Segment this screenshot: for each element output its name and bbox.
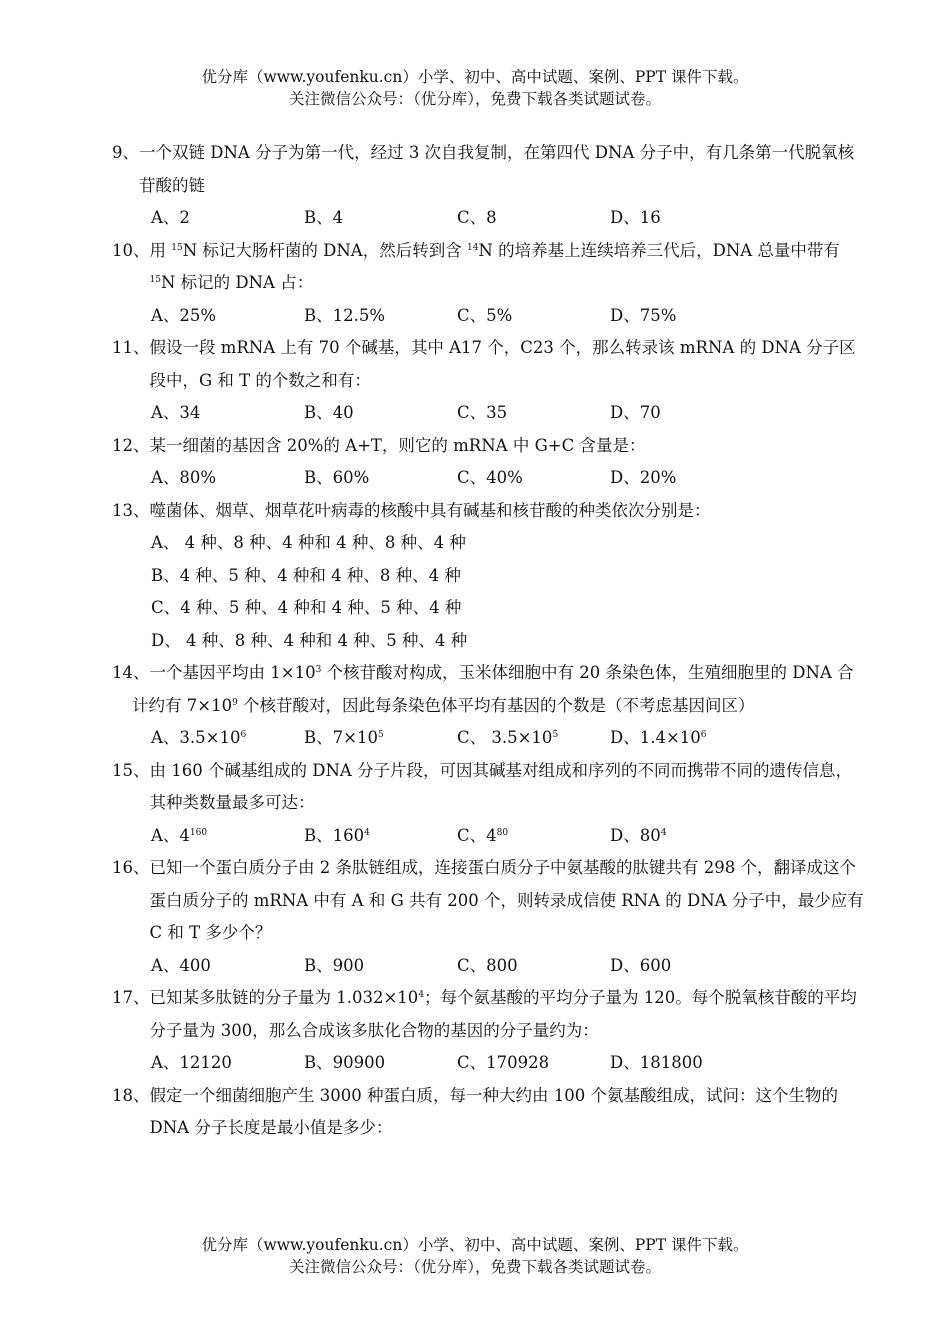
option-c: C、8 [457,208,497,227]
question-number: 16、 [112,858,150,877]
option-c: C、4 种、5 种、4 种和 4 种、5 种、4 种 [151,598,462,617]
option-c: C、800 [457,955,518,975]
question-number: 9、 [112,143,139,162]
page-header [0,66,950,110]
option-b: B、60% [304,468,370,487]
option-d: D、 4 种、8 种、4 种和 4 种、5 种、4 种 [151,630,468,650]
option-d: D、20% [610,468,677,487]
question-16-options [112,950,864,983]
question-text: 噬菌体、烟草、烟草花叶病毒的核酸中具有碱基和核苷酸的种类依次分别是： [149,500,711,520]
option-a: A、400 [151,955,211,975]
question-text: 已知某多肽链的分子量为 $1.032\times 10^4$；每个氨基酸的平均分子量为 120。每个脱氧核苷酸的平均分子量为 300，那么合成该多肽化合物的基因的分子量约为： [149,988,857,1040]
question-number: 15、 [112,760,150,780]
question-17-options [112,1047,864,1080]
question-list [112,137,864,1145]
option-d: D、$80^4$ [610,825,667,845]
option-b: B、$7\times 10^5$ [304,728,384,747]
question-18 [112,1080,864,1145]
option-c: C、170928 [457,1053,550,1072]
superscript: 3 [315,665,322,675]
option-b: B、12.5% [304,305,386,325]
question-9 [112,137,864,202]
question-text: 由 160 个碱基组成的 DNA 分子片段，可因其碱基对组成和序列的不同而携带不同的遗传信息，其种类数量最多可达： [149,760,853,812]
option-b: B、4 [304,208,344,227]
question-text: 一个双链 DNA 分子为第一代，经过 3 次自我复制，在第四代 DNA 分子中，有几条第一代脱氧核苷酸的链 [139,143,855,195]
question-text: 用 $^{15}$N 标记大肠杆菌的 DNA，然后转到含 $^{14}$N 的培养基上连续培养三代后，DNA 总量中带有 $^{15}$N 标记的 DNA 占： [149,240,840,292]
question-14 [112,657,864,722]
question-11-options [112,397,864,430]
footer-line-1: 优分库（www.youfenku.cn）小学、初中、高中试题、案例、PPT 课件下载。 [201,1236,749,1254]
option-b: B、$160^4$ [304,825,370,845]
header-line-1: 优分库（www.youfenku.cn）小学、初中、高中试题、案例、PPT 课件下载。 [201,68,749,86]
question-number: 10、 [112,240,150,260]
option-b: B、4 种、5 种、4 种和 4 种、8 种、4 种 [151,565,461,585]
question-text: 假设一段 mRNA 上有 70 个碱基，其中 A17 个，C23 个，那么转录该 mRNA 的 DNA 分子区段中，G 和 T 的个数之和有： [149,338,856,390]
question-13 [112,495,864,528]
question-14-options [112,722,864,755]
option-d: D、$1.4\times 10^6$ [610,728,707,747]
option-b: B、90900 [304,1053,386,1072]
question-16 [112,852,864,950]
superscript: 9 [232,697,238,708]
option-a: A、 4 种、8 种、4 种和 4 种、8 种、4 种 [151,533,466,552]
superscript: 4 [418,990,425,1000]
option-d: D、16 [610,208,661,227]
question-text: 一个基因平均由 $1\times 10^3$ 个核苷酸对构成，玉米体细胞中有 20 条染色体，生殖细胞里的 DNA 合计约有 $7\times 10^9$ 个核苷酸对，因此每条染色体平均有基因的个数是（不考虑基因间区） [132,663,854,715]
question-number: 14、 [112,663,150,682]
question-number: 18、 [112,1085,150,1105]
question-15-options [112,820,864,853]
question-10 [112,235,864,300]
question-9-options [112,202,864,235]
option-d: D、70 [610,403,661,422]
option-a: A、80% [151,468,217,487]
option-c: C、$4^{80}$ [457,825,509,845]
option-a: A、$4^{160}$ [151,825,208,845]
question-number: 17、 [112,988,150,1007]
option-d: D、600 [610,955,672,975]
option-b: B、900 [304,955,365,975]
option-a: A、$3.5\times 10^6$ [151,728,247,747]
header-line-2: 关注微信公众号：（优分库），免费下载各类试题试卷。 [288,90,661,108]
option-c: C、5% [457,305,513,325]
superscript: 14 [466,242,479,253]
question-number: 11、 [112,338,150,357]
question-17 [112,982,864,1047]
option-a: A、2 [151,208,190,227]
page-footer [0,1234,950,1278]
option-a: A、25% [151,305,217,325]
option-c: C、40% [457,468,523,487]
question-text: 假定一个细菌细胞产生 3000 种蛋白质，每一种大约由 100 个氨基酸组成，试问：这个生物的 DNA 分子长度是最小值是多少： [149,1085,838,1137]
question-text: 已知一个蛋白质分子由 2 条肽链组成，连接蛋白质分子中氨基酸的肽键共有 298 个，翻译成这个蛋白质分子的 mRNA 中有 A 和 G 共有 200 个，则转录成信使 RNA 的 DNA 分子中，最少应有 C 和 T 多少个？ [149,858,864,942]
question-10-options [112,300,864,333]
option-d: D、75% [610,305,677,325]
option-a: A、34 [151,403,201,422]
question-12-options [112,462,864,495]
question-text: 某一细菌的基因含 20%的 A+T，则它的 mRNA 中 G+C 含量是： [149,435,646,455]
superscript: 15 [149,275,161,285]
option-c: C、35 [457,403,508,422]
option-d: D、181800 [610,1053,703,1072]
superscript: 15 [171,242,183,253]
question-12 [112,430,864,463]
option-c: C、 $3.5\times 10^5$ [457,728,559,747]
option-b: B、40 [304,403,354,422]
question-number: 13、 [112,500,150,520]
footer-line-2: 关注微信公众号：（优分库），免费下载各类试题试卷。 [288,1258,661,1276]
question-number: 12、 [112,435,150,455]
question-15 [112,755,864,820]
option-a: A、12120 [151,1053,232,1072]
question-11 [112,332,864,397]
